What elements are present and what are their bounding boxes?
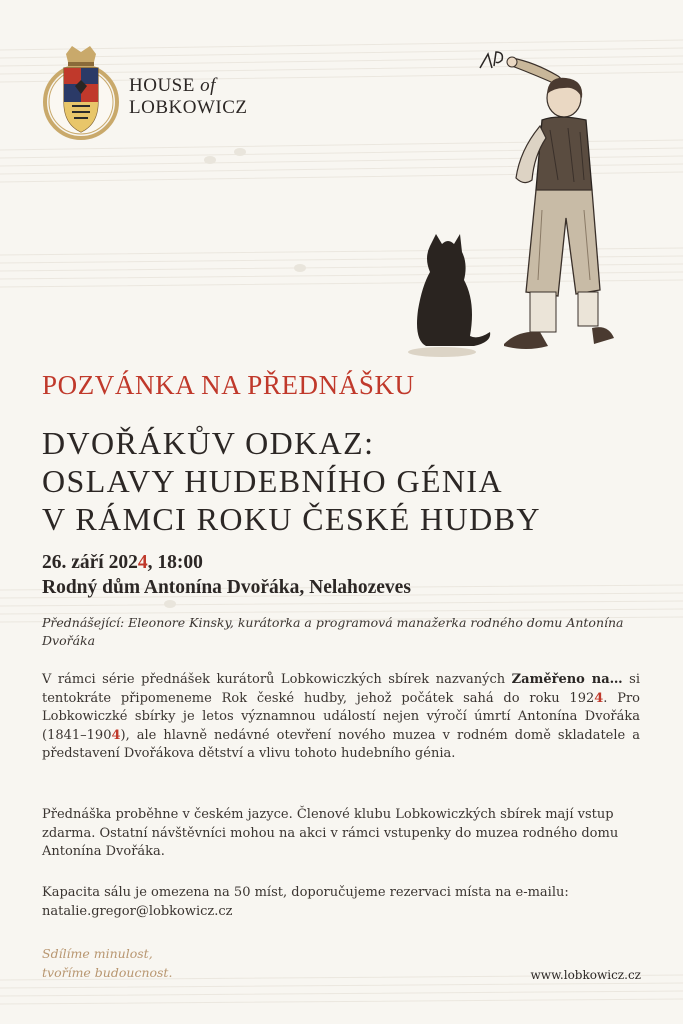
- event-details: [42, 550, 411, 600]
- title-line: OSLAVY HUDEBNÍHO GÉNIA: [42, 463, 504, 499]
- contact-email-link[interactable]: natalie.gregor@lobkowicz.cz: [42, 903, 233, 919]
- title-line: DVOŘÁKŮV ODKAZ:: [42, 425, 375, 461]
- intro-paragraph: V rámci série přednášek kurátorů Lobkowiczkých sbírek nazvaných Zaměřeno na… si tentokráte připomeneme Rok české hudby, jehož počátek sahá do roku 1924. Pro Lobkowiczké sbírky je letos významnou událostí nejen výročí úmrtí Antonína Dvořáka (1841–1904), ale hlavně nedávné otevření nového muzea v rodném domě skladatele a představení Dvořákova dětství a vlivu tohoto hudebního génia.: [42, 672, 640, 761]
- event-venue: Rodný dům Antonína Dvořáka, Nelahozeves: [42, 577, 411, 598]
- brand-of: of: [200, 75, 216, 96]
- website-link[interactable]: www.lobkowicz.cz: [530, 968, 641, 982]
- boy-with-cat-illustration: [408, 40, 640, 360]
- brand-house: HOUSE: [129, 75, 195, 96]
- lobkowicz-crest-icon: [42, 42, 120, 142]
- language-paragraph: Přednáška proběhne v českém jazyce. Členové klubu Lobkowiczkých sbírek mají vstup zdarma. Ostatní návštěvníci mohou na akci v rámci vstupenky do muzea rodného domu Antonína Dvořáka.: [42, 807, 619, 859]
- brand-lobkowicz: LOBKOWICZ: [129, 97, 248, 118]
- brand-wordmark: [129, 75, 247, 119]
- capacity-paragraph: Kapacita sálu je omezena na 50 míst, doporučujeme rezervaci místa na e-mailu: natalie.gregor@lobkowicz.cz: [42, 885, 569, 919]
- speaker-line: Přednášející: Eleonore Kinsky, kurátorka a programová manažerka rodného domu Antonína Dvořáka: [42, 615, 624, 648]
- invitation-kicker: POZVÁNKA NA PŘEDNÁŠKU: [42, 370, 415, 400]
- lecture-title: [42, 424, 541, 538]
- event-date: 26. září 2024, 18:00: [42, 552, 203, 573]
- title-line: V RÁMCI ROKU ČESKÉ HUDBY: [42, 501, 541, 537]
- series-name: Zaměřeno na…: [511, 672, 623, 687]
- tagline: Sdílíme minulost, tvoříme budoucnost.: [42, 946, 173, 980]
